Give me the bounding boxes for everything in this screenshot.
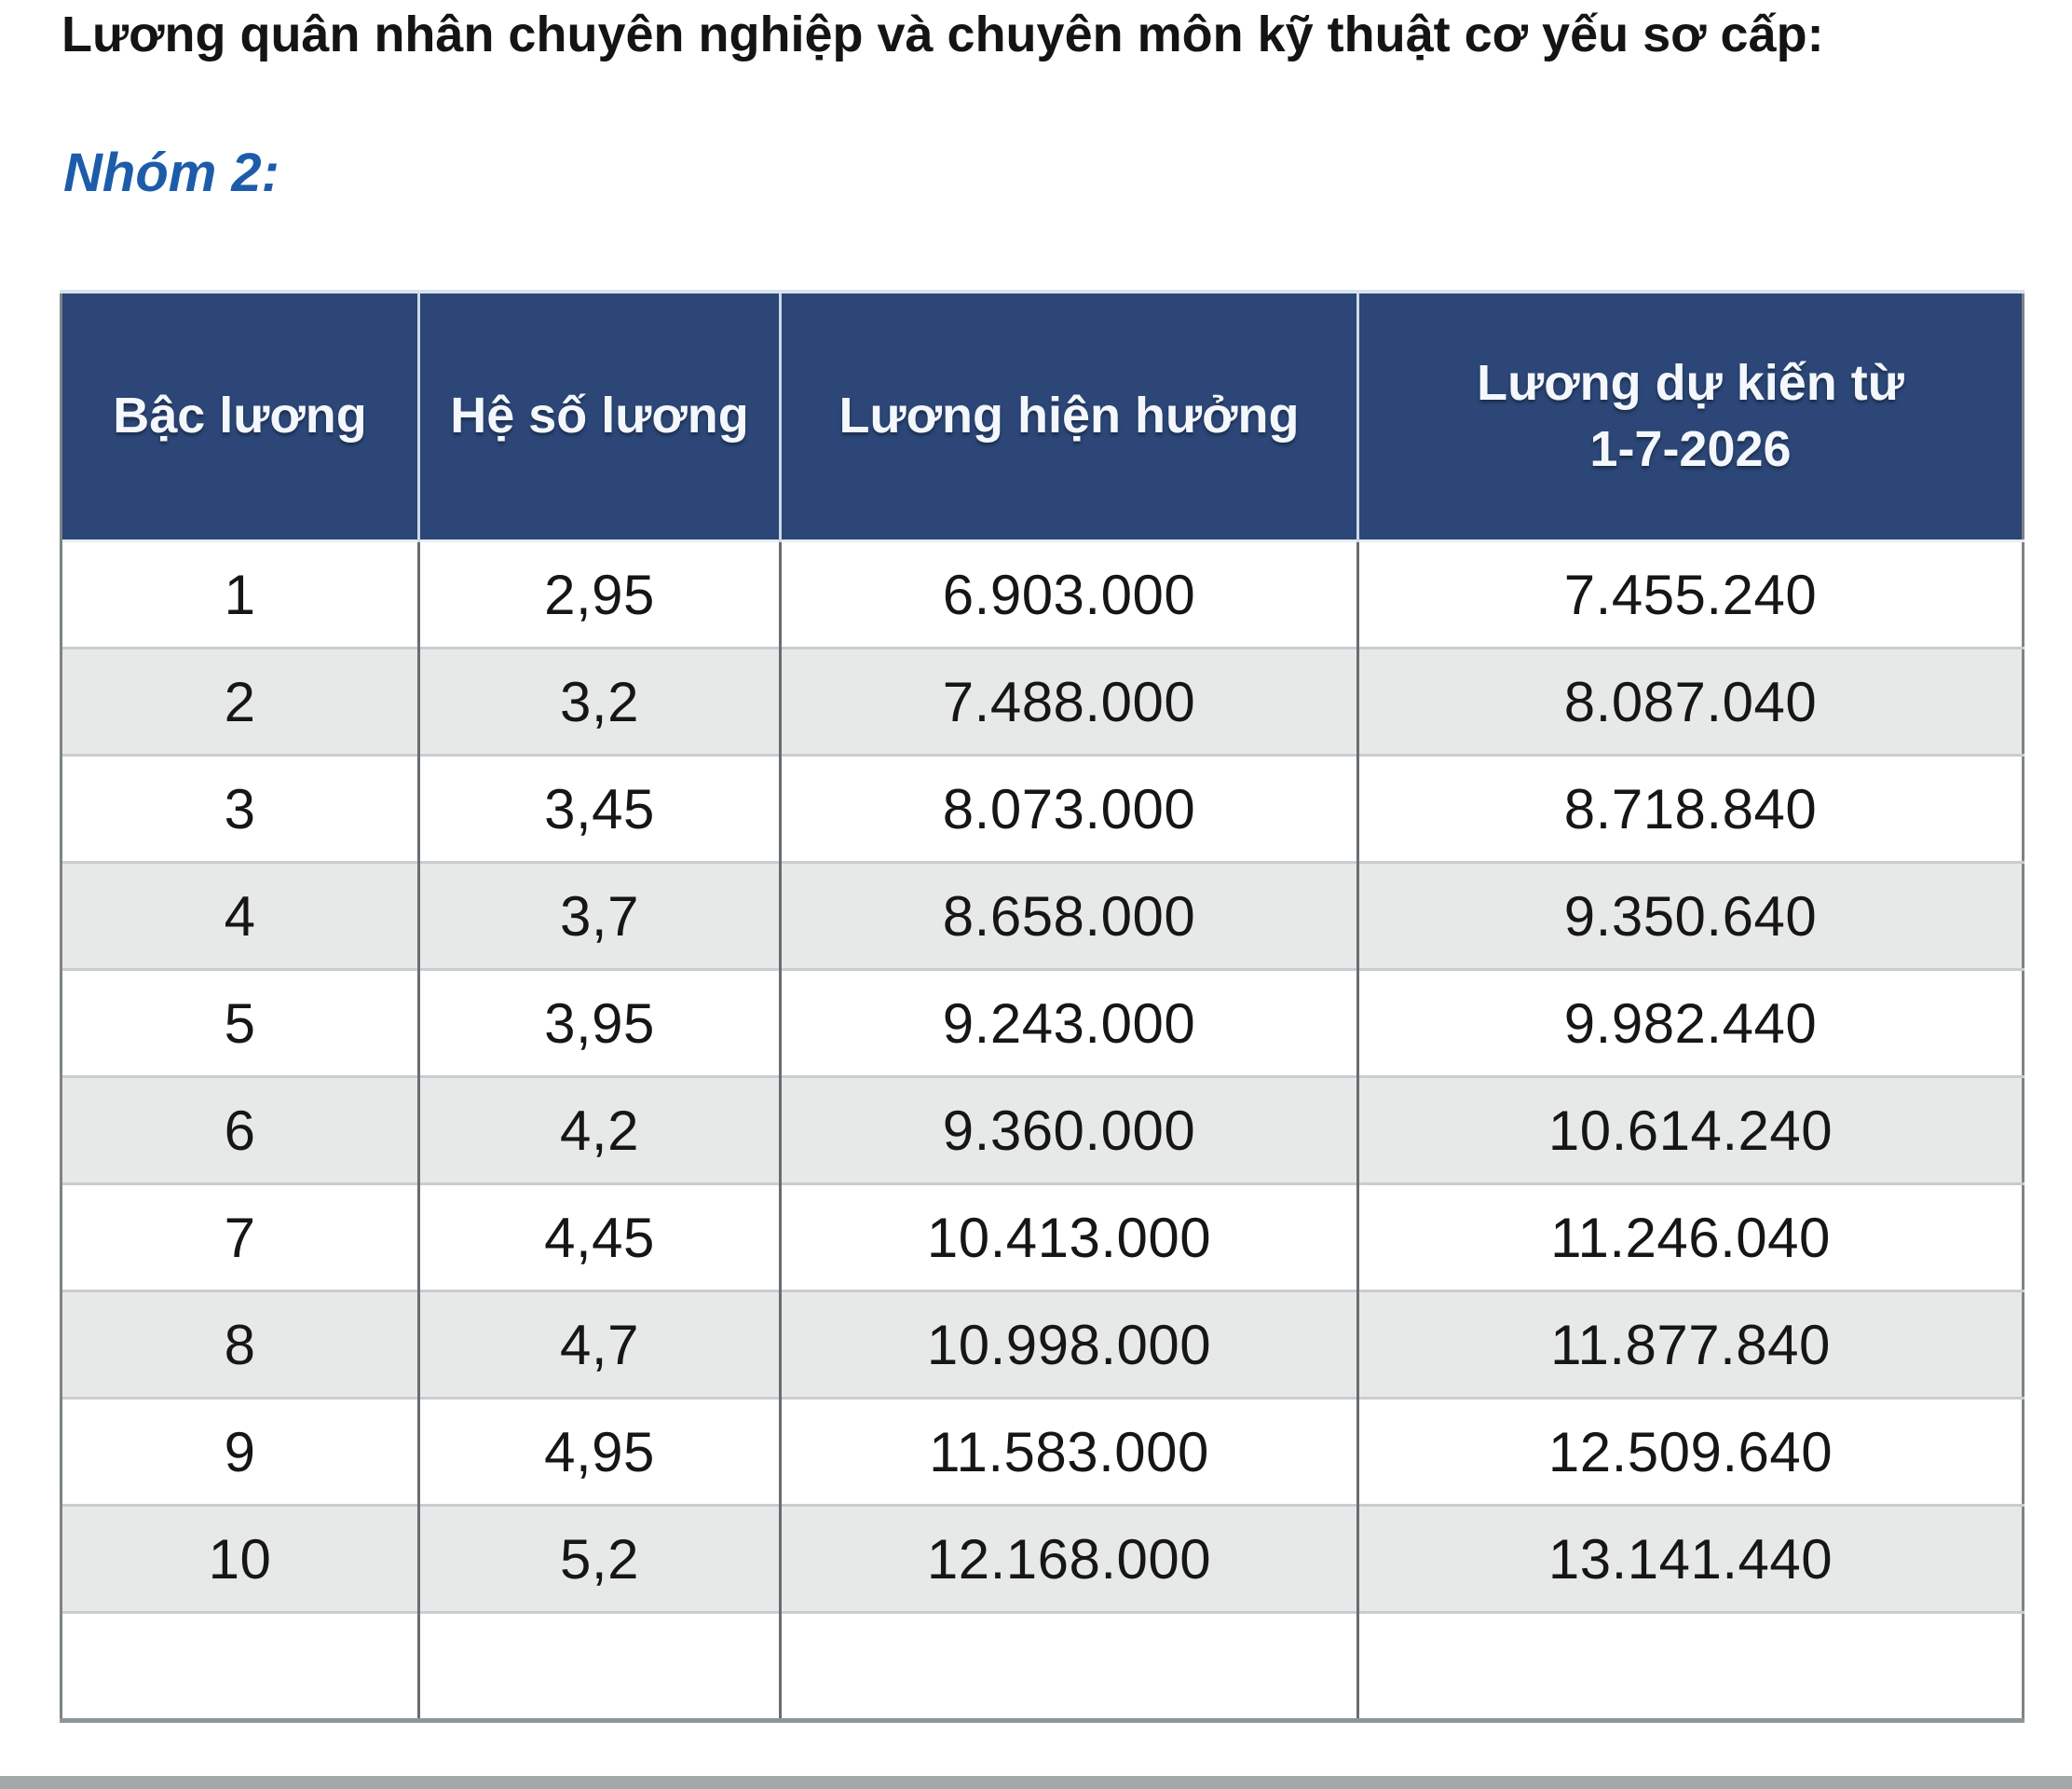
table-cell: 3 (61, 756, 419, 863)
table-cell: 9.360.000 (781, 1077, 1358, 1184)
table-cell: 8.073.000 (781, 756, 1358, 863)
salary-table (60, 290, 2024, 1723)
table-cell: 4,2 (419, 1077, 781, 1184)
column-header (1358, 292, 2024, 541)
table-cell: 7.488.000 (781, 649, 1358, 756)
table-row (61, 863, 2024, 970)
table-row (61, 1077, 2024, 1184)
table-cell (1358, 1613, 2024, 1721)
table-cell: 4,95 (419, 1399, 781, 1506)
table-cell: 10.998.000 (781, 1291, 1358, 1399)
table-cell: 8.718.840 (1358, 756, 2024, 863)
table-row (61, 970, 2024, 1077)
column-header (781, 292, 1358, 541)
table-row (61, 1399, 2024, 1506)
column-header-line: Hệ số lương (450, 388, 749, 444)
table-cell: 5 (61, 970, 419, 1077)
table-cell: 4 (61, 863, 419, 970)
table-cell: 6.903.000 (781, 541, 1358, 649)
table-row (61, 1291, 2024, 1399)
table-cell: 9.350.640 (1358, 863, 2024, 970)
table-cell: 13.141.440 (1358, 1506, 2024, 1613)
table-cell: 1 (61, 541, 419, 649)
table-cell: 9.982.440 (1358, 970, 2024, 1077)
table-cell: 8.087.040 (1358, 649, 2024, 756)
column-header-line: Lương dự kiến từ (1477, 354, 1904, 411)
table-cell (61, 1613, 419, 1721)
table-cell: 9.243.000 (781, 970, 1358, 1077)
table-row (61, 541, 2024, 649)
table-cell: 3,2 (419, 649, 781, 756)
table-row (61, 756, 2024, 863)
table-row (61, 1184, 2024, 1291)
table-cell: 4,7 (419, 1291, 781, 1399)
table-cell: 9 (61, 1399, 419, 1506)
table-cell (419, 1613, 781, 1721)
column-header (419, 292, 781, 541)
table-cell: 2,95 (419, 541, 781, 649)
table-cell: 7.455.240 (1358, 541, 2024, 649)
page-title: Lương quân nhân chuyên nghiệp và chuyên môn kỹ thuật cơ yếu sơ cấp: (61, 7, 1824, 62)
table-cell: 12.509.640 (1358, 1399, 2024, 1506)
table-cell: 12.168.000 (781, 1506, 1358, 1613)
column-header (61, 292, 419, 541)
table-cell: 4,45 (419, 1184, 781, 1291)
column-header-line: 1-7-2026 (1589, 421, 1792, 477)
group-subtitle: Nhóm 2: (63, 143, 279, 203)
table-cell: 7 (61, 1184, 419, 1291)
column-header-line: Lương hiện hưởng (838, 388, 1300, 444)
table-cell: 5,2 (419, 1506, 781, 1613)
table-cell: 6 (61, 1077, 419, 1184)
table-cell: 8 (61, 1291, 419, 1399)
empty-row (61, 1613, 2024, 1721)
table-cell: 11.246.040 (1358, 1184, 2024, 1291)
cropped-content-strip (0, 1776, 2072, 1789)
table-cell: 8.658.000 (781, 863, 1358, 970)
column-header-line: Bậc lương (113, 388, 367, 444)
table-row (61, 649, 2024, 756)
table-cell: 11.583.000 (781, 1399, 1358, 1506)
table-cell: 10 (61, 1506, 419, 1613)
table-cell: 3,45 (419, 756, 781, 863)
table-cell: 2 (61, 649, 419, 756)
table-row (61, 1506, 2024, 1613)
table-cell: 10.413.000 (781, 1184, 1358, 1291)
table-cell: 3,7 (419, 863, 781, 970)
table-cell: 10.614.240 (1358, 1077, 2024, 1184)
table-cell: 11.877.840 (1358, 1291, 2024, 1399)
table-header-row (61, 292, 2024, 541)
table-cell (781, 1613, 1358, 1721)
table-cell: 3,95 (419, 970, 781, 1077)
